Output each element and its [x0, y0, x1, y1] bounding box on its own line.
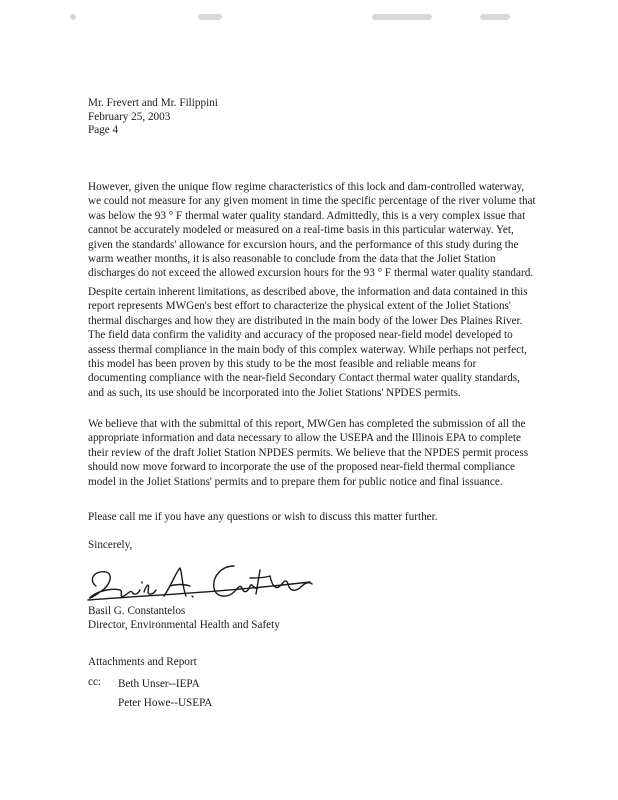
letter-header: [88, 97, 536, 138]
handwritten-signature: [84, 556, 314, 608]
closing-line: Sincerely,: [88, 539, 133, 551]
body-paragraph: We believe that with the submittal of this report, MWGen has completed the submission of all the appropriate information and data necessary to allow the USEPA and the Illinois EPA to complete their review of the draft Joliet Station NPDES permits. We believe that the NPDES permit process should now move forward to incorporate the use of the proposed near-field thermal compliance model in the Joliet Stations' permits and to prepare them for public notice and final issuance.: [88, 418, 529, 488]
signer-name: Basil G. Constantelos: [88, 605, 186, 617]
scan-artifact: [198, 14, 222, 20]
scan-artifact: [480, 14, 510, 20]
signer-title: Director, Environmental Health and Safety: [88, 619, 280, 631]
body-paragraph: Please call me if you have any questions or wish to discuss this matter further.: [88, 511, 438, 523]
page-number: Page 4: [88, 124, 119, 136]
cc-label: cc:: [88, 676, 102, 688]
scan-artifact: [70, 14, 76, 20]
cc-list: [118, 675, 212, 713]
date-line: February 25, 2003: [88, 110, 171, 123]
scan-artifact: [372, 14, 432, 20]
recipient-line: Mr. Frevert and Mr. Filippini: [88, 97, 218, 109]
cc-recipient: Beth Unser--IEPA: [118, 678, 200, 690]
attachments-line: Attachments and Report: [88, 656, 197, 668]
body-paragraph: Despite certain inherent limitations, as described above, the information and data contained in this report represents MWGen's best effort to characterize the physical extent of the Joliet Stations' thermal discharges and how they are distributed in the main body of the lower Des Plaines River. The field data confirm the validity and accuracy of the proposed near-field model developed to assess thermal compliance in the main body of this complex waterway. While perhaps not perfect, this model has been proven by this study to be the most feasible and reliable means for documenting compliance with the near-field Secondary Contact thermal water quality standards, and as such, its use should be incorporated into the Joliet Stations' NPDES permits.: [88, 286, 528, 399]
body-paragraph: However, given the unique flow regime characteristics of this lock and dam-controlled waterway, we could not measure for any given moment in time the specific percentage of the river volume that was below the 93 ° F thermal water quality standard. Admittedly, this is a very complex issue that cannot be accurately modeled or measured on a real-time basis in this particular waterway. Yet, given the standards' allowance for excursion hours, and the performance of this study during the warm weather months, it is also reasonable to conclude from the data that the Joliet Station discharges do not exceed the allowed excursion hours for the 93 ° F thermal water quality standard.: [88, 181, 536, 280]
cc-recipient: Peter Howe--USEPA: [118, 697, 213, 709]
signature-block: [88, 604, 536, 632]
